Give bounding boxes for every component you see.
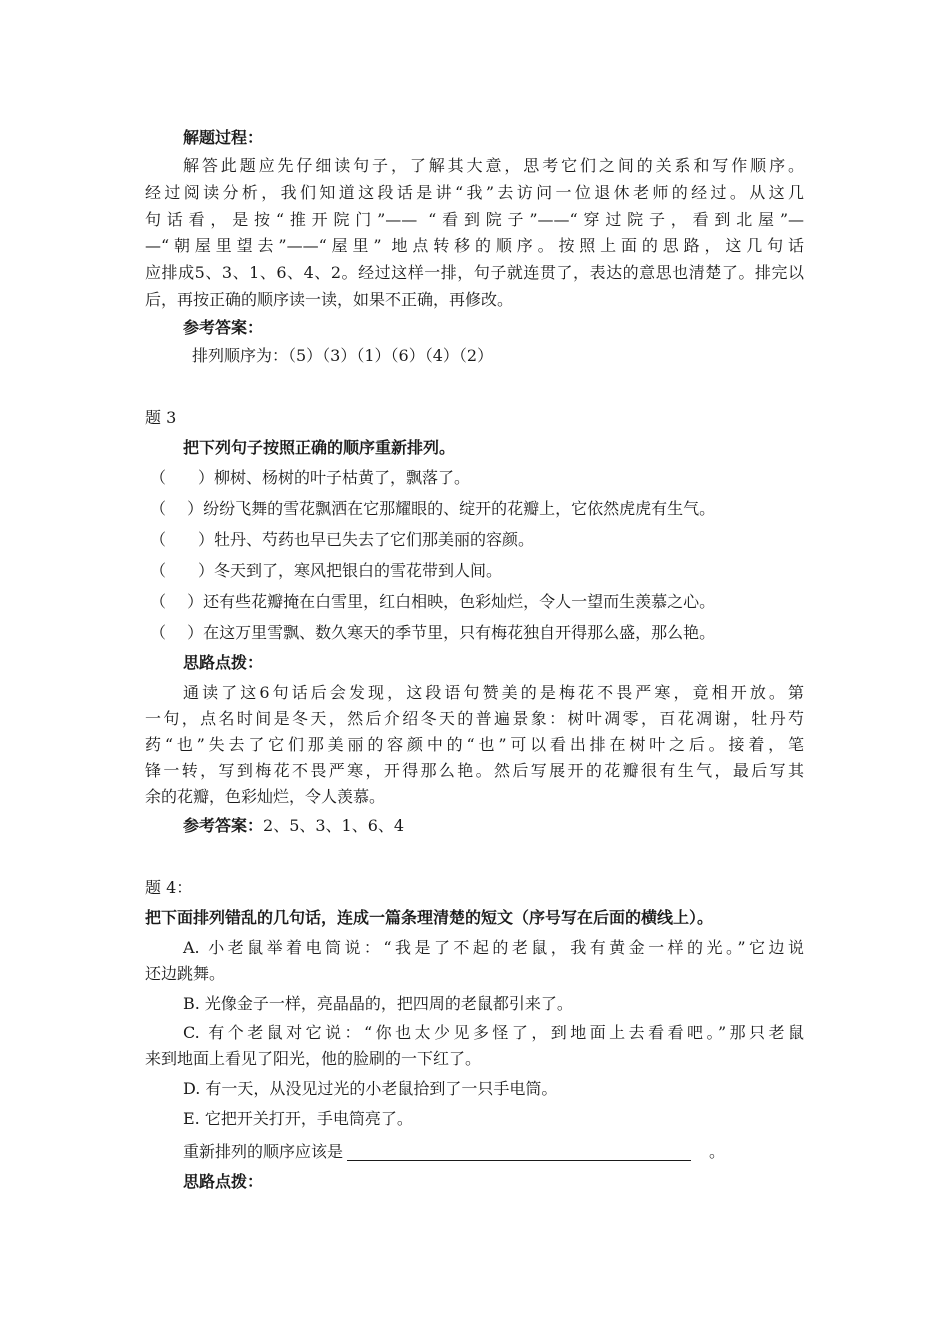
answer-blank-line	[347, 1144, 691, 1161]
question3-title: 题 3	[145, 408, 177, 427]
solution-paragraph-line: 句话看，是按“推开院门”—— “看到院子”——“穿过院子，看到北屋”—	[145, 210, 804, 229]
question4-option-d: D. 有一天，从没见过光的小老鼠拾到了一只手电筒。	[183, 1079, 558, 1098]
question3-item: （ ）在这万里雪飘、数久寒天的季节里，只有梅花独自开得那么盛，那么艳。	[150, 623, 716, 642]
solution-paragraph-line: 解答此题应先仔细读句子，了解其大意，思考它们之间的关系和写作顺序。	[183, 156, 804, 175]
question3-hint-line: 药“也”失去了它们那美丽的容颜中的“也”可以看出排在树叶之后。接着，笔	[145, 735, 804, 754]
question3-hint-line: 通读了这6句话后会发现，这段语句赞美的是梅花不畏严寒，竟相开放。第	[183, 683, 804, 702]
solution-paragraph-line: 应排成5、3、1、6、4、2。经过这样一排，句子就连贯了，表达的意思也清楚了。排完以	[145, 263, 804, 282]
solution-heading: 解题过程：	[183, 128, 264, 147]
question3-item: （ ）纷纷飞舞的雪花飘洒在它那耀眼的、绽开的花瓣上，它依然虎虎有生气。	[150, 499, 716, 518]
question4-option-a-continued: 还边跳舞。	[145, 964, 226, 983]
question3-hint-line: 一句，点名时间是冬天，然后介绍冬天的普遍景象：树叶凋零，百花凋谢，牡丹芍	[145, 709, 804, 728]
question4-option-e: E. 它把开关打开，手电筒亮了。	[183, 1109, 413, 1128]
answer-heading: 参考答案：	[183, 318, 264, 337]
question4-option-c-continued: 来到地面上看见了阳光，他的脸刷的一下红了。	[145, 1049, 482, 1068]
answer-order: 排列顺序为：（5）（3）（1）（6）（4）（2）	[192, 346, 494, 365]
question4-option-a: A. 小老鼠举着电筒说：“我是了不起的老鼠，我有黄金一样的光。”它边说	[183, 938, 804, 957]
question3-hint-line: 余的花瓣，色彩灿烂，令人羡慕。	[145, 787, 386, 806]
question3-item: （ ）还有些花瓣掩在白雪里，红白相映，色彩灿烂，令人一望而生羡慕之心。	[150, 592, 716, 611]
question3-hint-heading: 思路点拨：	[183, 653, 264, 672]
question3-item: （ ）柳树、杨树的叶子枯黄了，飘落了。	[150, 468, 471, 487]
question3-item: （ ）冬天到了，寒风把银白的雪花带到人间。	[150, 561, 503, 580]
question3-answer-value: 2、5、3、1、6、4	[263, 816, 405, 835]
order-prompt: 重新排列的顺序应该是	[183, 1142, 344, 1161]
question3-answer-label: 参考答案：	[183, 816, 264, 835]
question4-option-c: C. 有个老鼠对它说：“你也太少见多怪了，到地面上去看看吧。”那只老鼠	[183, 1023, 804, 1042]
question3-item: （ ）牡丹、芍药也早已失去了它们那美丽的容颜。	[150, 530, 535, 549]
question3-instruction: 把下列句子按照正确的顺序重新排列。	[183, 438, 456, 457]
solution-paragraph-line: —“朝屋里望去”——“屋里” 地点转移的顺序。按照上面的思路，这几句话	[145, 236, 804, 255]
question3-hint-line: 锋一转，写到梅花不畏严寒，开得那么艳。然后写展开的花瓣很有生气，最后写其	[145, 761, 804, 780]
question4-instruction: 把下面排列错乱的几句话，连成一篇条理清楚的短文（序号写在后面的横线上）。	[145, 908, 714, 927]
question4-order-line	[183, 1141, 725, 1163]
question3-answer	[183, 815, 404, 837]
solution-paragraph-line: 后，再按正确的顺序读一读，如果不正确，再修改。	[145, 290, 514, 309]
question4-title: 题 4：	[145, 878, 193, 897]
question4-hint-heading: 思路点拨：	[183, 1172, 264, 1191]
solution-paragraph-line: 经过阅读分析，我们知道这段话是讲“我”去访问一位退休老师的经过。从这几	[145, 183, 804, 202]
order-end-mark: 。	[709, 1142, 726, 1161]
question4-option-b: B. 光像金子一样，亮晶晶的，把四周的老鼠都引来了。	[183, 994, 573, 1013]
